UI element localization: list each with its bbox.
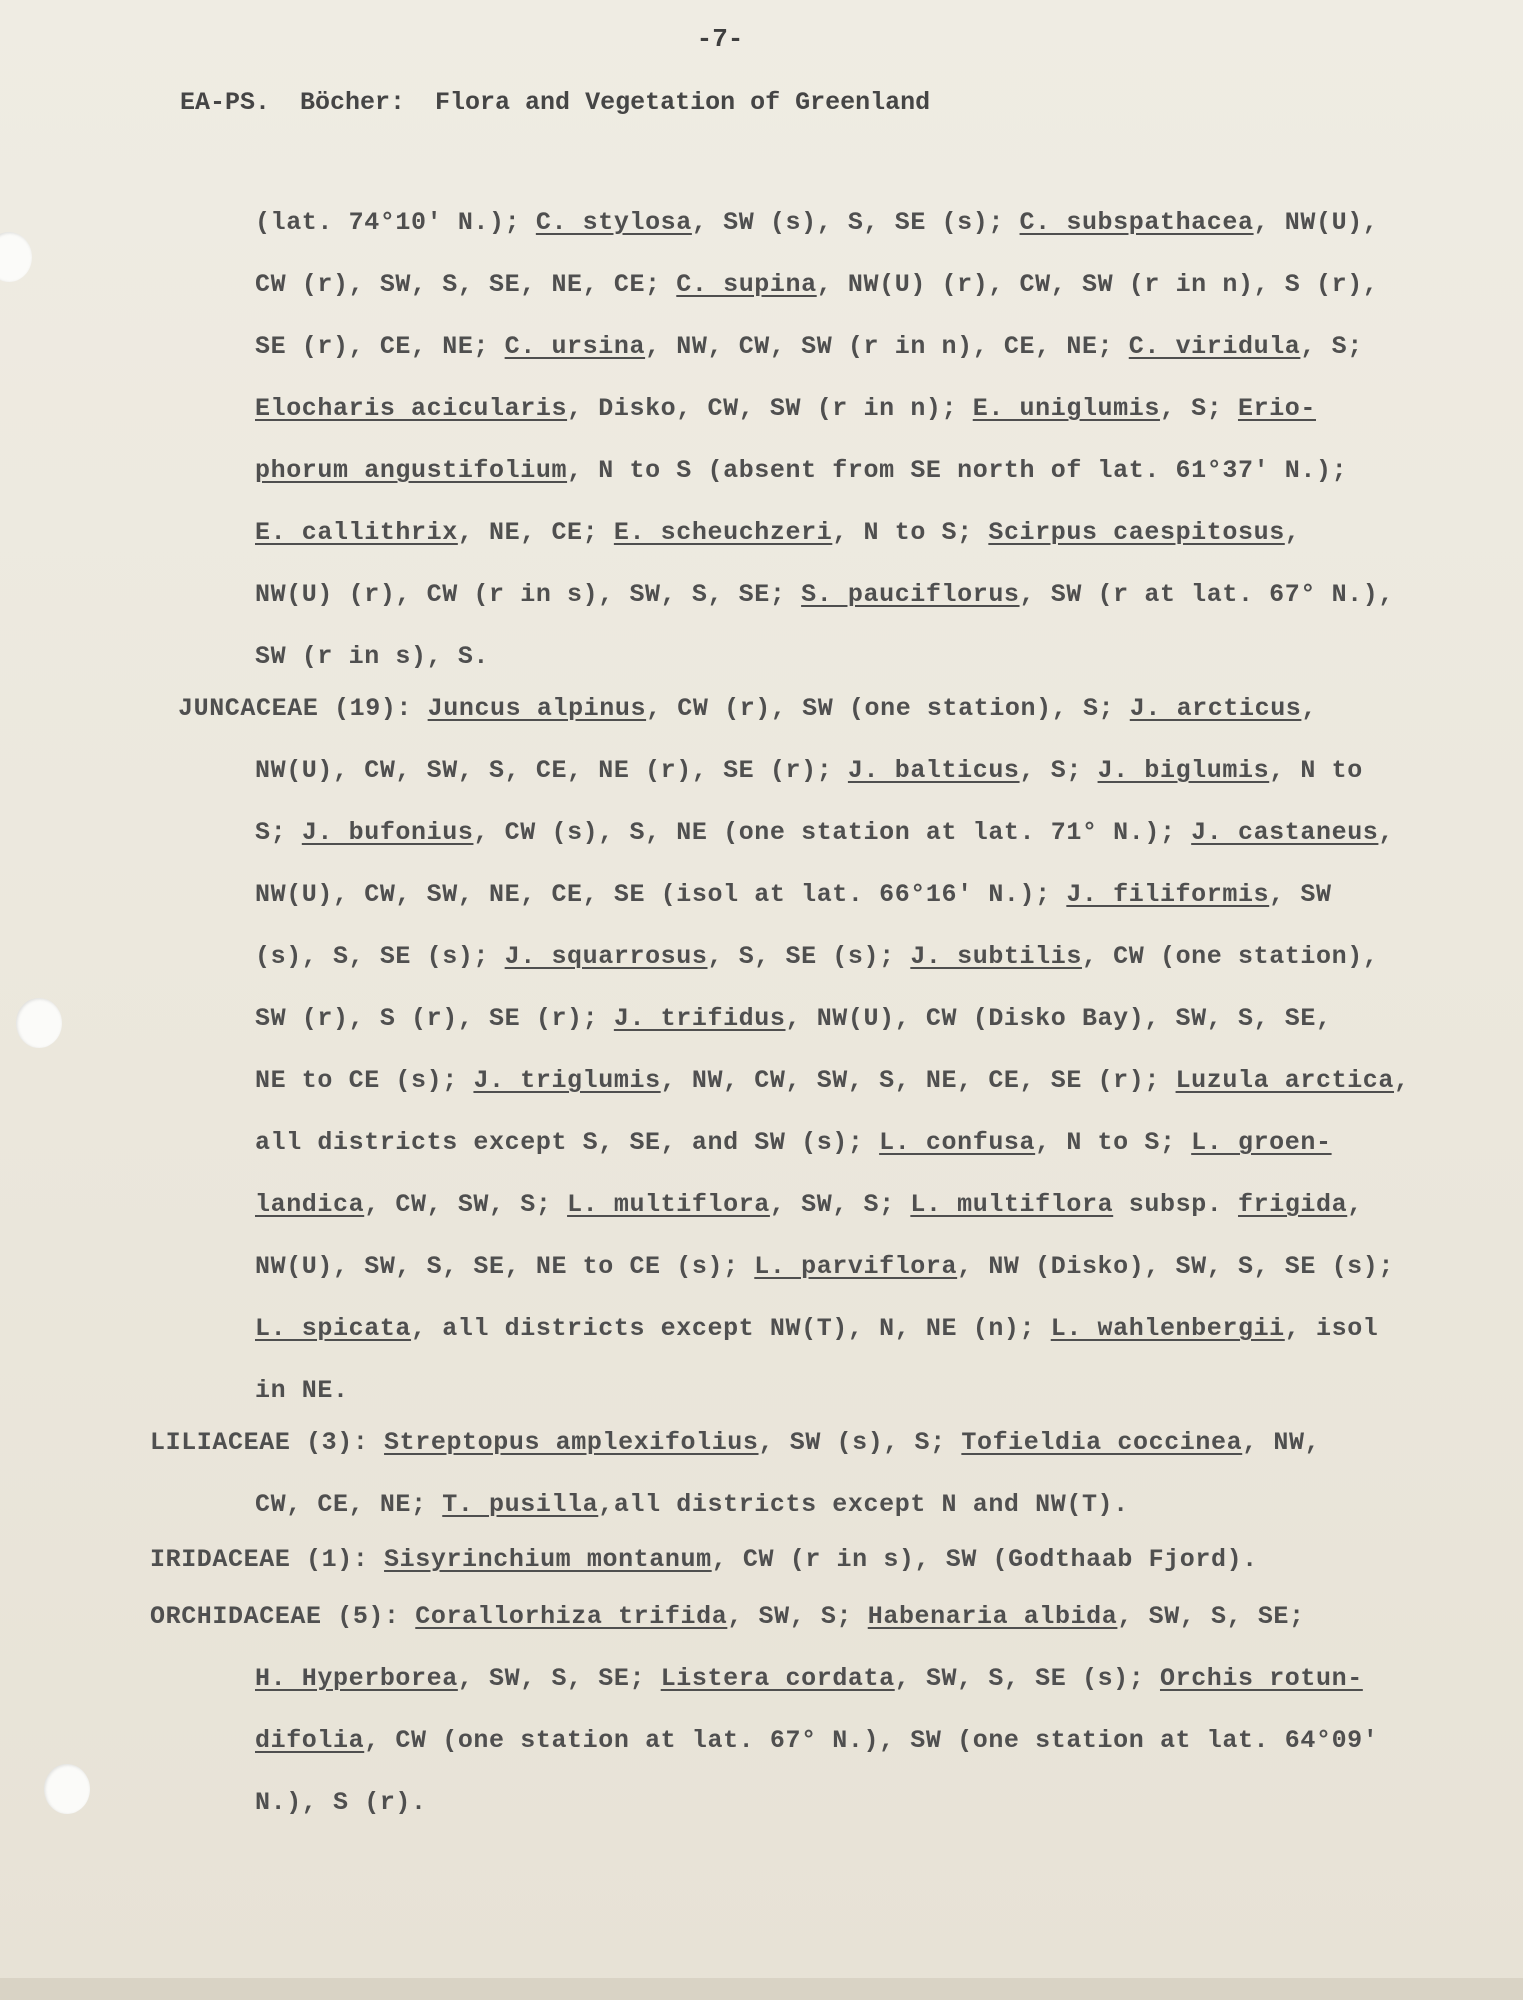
- text-line: [255, 580, 1394, 609]
- text-line: [255, 270, 1378, 299]
- text-segment: , S;: [1159, 394, 1238, 423]
- text-line: [255, 456, 1347, 485]
- text-segment: , S;: [1019, 756, 1098, 785]
- text-segment: , Disko, CW, SW (r in n);: [567, 394, 973, 423]
- species-name: H. Hyperborea: [255, 1664, 458, 1693]
- text-segment: NE to CE (s);: [255, 1066, 474, 1095]
- text-line: [255, 1726, 1378, 1755]
- text-line: [255, 1004, 1332, 1033]
- text-segment: , NW(U) (r), CW, SW (r in n), S (r),: [816, 270, 1379, 299]
- text-segment: in NE.: [255, 1376, 349, 1405]
- text-segment: ORCHIDACEAE (5):: [150, 1602, 416, 1631]
- text-segment: , CW (r in s), SW (Godthaab Fjord).: [711, 1545, 1258, 1574]
- species-name: C. supina: [676, 270, 817, 299]
- text-segment: IRIDACEAE (1):: [150, 1545, 385, 1574]
- text-segment: NW(U), SW, S, SE, NE to CE (s);: [255, 1252, 755, 1281]
- text-line: [255, 756, 1363, 785]
- text-segment: , SW (r at lat. 67° N.),: [1019, 580, 1394, 609]
- species-name: E. scheuchzeri: [613, 518, 833, 547]
- text-segment: CW (r), SW, S, SE, NE, CE;: [255, 270, 677, 299]
- text-line: [150, 1428, 1320, 1457]
- text-segment: , SW, S;: [769, 1190, 911, 1219]
- species-name: L. groen-: [1191, 1128, 1332, 1157]
- species-name: Scirpus caespitosus: [988, 518, 1285, 547]
- text-line: [255, 942, 1378, 971]
- species-name: J. trifidus: [613, 1004, 786, 1033]
- text-segment: , SW, S, SE;: [457, 1664, 661, 1693]
- text-segment: , CW (one station),: [1081, 942, 1379, 971]
- text-line: [255, 1190, 1363, 1219]
- text-line: [255, 1314, 1378, 1343]
- text-segment: , SW, S, SE;: [1117, 1602, 1305, 1631]
- text-segment: ,: [1301, 694, 1318, 723]
- species-name: Orchis rotun-: [1159, 1664, 1363, 1693]
- text-line: [255, 332, 1363, 361]
- text-segment: ,: [1394, 1066, 1410, 1095]
- text-line: [150, 1545, 1258, 1574]
- text-segment: SE (r), CE, NE;: [255, 332, 505, 361]
- text-segment: ,: [1284, 518, 1301, 547]
- text-line: [255, 518, 1300, 547]
- text-segment: LILIACEAE (3):: [150, 1428, 385, 1457]
- text-segment: , NW, CW, SW (r in n), CE, NE;: [645, 332, 1129, 361]
- text-segment: , isol: [1284, 1314, 1379, 1343]
- species-name: Erio-: [1237, 394, 1316, 423]
- species-name: C. subspathacea: [1019, 208, 1254, 237]
- text-segment: S;: [255, 818, 302, 847]
- text-segment: , all districts except NW(T), N, NE (n);: [411, 1314, 1051, 1343]
- species-name: C. viridula: [1128, 332, 1301, 361]
- species-name: J. arcticus: [1129, 694, 1302, 723]
- species-name: phorum angustifolium: [255, 456, 568, 485]
- species-name: C. stylosa: [535, 208, 692, 237]
- species-name: Tofieldia coccinea: [961, 1428, 1243, 1457]
- page-edge: [0, 1978, 1523, 2000]
- text-line: [255, 818, 1394, 847]
- text-segment: , SW (s), S, SE (s);: [691, 208, 1020, 237]
- text-line: [150, 1602, 1305, 1631]
- species-name: Juncus alpinus: [427, 694, 647, 723]
- species-name: C. ursina: [504, 332, 646, 361]
- species-name: E. uniglumis: [972, 394, 1160, 423]
- text-segment: , NE, CE;: [457, 518, 614, 547]
- text-line: [255, 1066, 1410, 1095]
- species-name: Sisyrinchium montanum: [384, 1545, 712, 1574]
- text-segment: SW (r in s), S.: [255, 642, 490, 671]
- text-segment: ,: [1378, 818, 1395, 847]
- species-name: T. pusilla: [442, 1490, 599, 1519]
- text-line: [255, 1490, 1129, 1519]
- text-line: [255, 1128, 1332, 1157]
- species-name: J. bufonius: [301, 818, 474, 847]
- species-name: Habenaria albida: [867, 1602, 1118, 1631]
- text-segment: SW (r), S (r), SE (r);: [255, 1004, 614, 1033]
- text-segment: (lat. 74°10' N.);: [255, 208, 536, 237]
- text-segment: , SW (s), S;: [758, 1428, 962, 1457]
- text-segment: , N to S;: [1035, 1128, 1192, 1157]
- species-name: Elocharis acicularis: [255, 394, 568, 423]
- text-line: [255, 880, 1332, 909]
- text-segment: , CW (r), SW (one station), S;: [646, 694, 1130, 723]
- species-name: Luzula arctica: [1175, 1066, 1394, 1095]
- text-line: [255, 394, 1316, 423]
- text-line: [255, 1664, 1363, 1693]
- species-name: frigida: [1238, 1190, 1348, 1219]
- species-name: Listera cordata: [660, 1664, 895, 1693]
- species-name: J. triglumis: [473, 1066, 661, 1095]
- text-segment: ,all districts except N and NW(T).: [598, 1490, 1129, 1519]
- text-segment: , NW, CW, SW, S, NE, CE, SE (r);: [660, 1066, 1176, 1095]
- text-line: [255, 642, 489, 671]
- text-segment: subsp.: [1113, 1190, 1239, 1219]
- text-segment: NW(U) (r), CW (r in s), SW, S, SE;: [255, 580, 802, 609]
- species-name: J. biglumis: [1097, 756, 1270, 785]
- species-name: difolia: [255, 1726, 365, 1755]
- text-line: [255, 1788, 427, 1817]
- text-line: [178, 694, 1317, 723]
- species-name: J. castaneus: [1191, 818, 1379, 847]
- species-name: J. subtilis: [910, 942, 1082, 971]
- species-name: Streptopus amplexifolius: [384, 1428, 759, 1457]
- text-segment: N.), S (r).: [255, 1788, 427, 1817]
- text-line: [255, 1252, 1394, 1281]
- species-name: J. squarrosus: [504, 942, 708, 971]
- species-name: L. multiflora: [910, 1190, 1114, 1219]
- text-segment: , N to S;: [832, 518, 989, 547]
- species-name: S. pauciflorus: [801, 580, 1020, 609]
- species-name: L. parviflora: [754, 1252, 958, 1281]
- text-line: [255, 1376, 349, 1405]
- text-segment: , SW, S;: [727, 1602, 868, 1631]
- text-segment: (s), S, SE (s);: [255, 942, 505, 971]
- text-segment: , NW(U), CW (Disko Bay), SW, S, SE,: [785, 1004, 1332, 1033]
- text-segment: , CW (one station at lat. 67° N.), SW (one station at lat. 64°09': [364, 1726, 1379, 1755]
- text-segment: , S, SE (s);: [707, 942, 911, 971]
- species-name: L. multiflora: [567, 1190, 770, 1219]
- text-segment: NW(U), CW, SW, S, CE, NE (r), SE (r);: [255, 756, 848, 785]
- text-segment: , SW, S, SE (s);: [894, 1664, 1160, 1693]
- text-segment: , CW, SW, S;: [364, 1190, 568, 1219]
- species-name: L. confusa: [879, 1128, 1036, 1157]
- species-name: Corallorhiza trifida: [415, 1602, 728, 1631]
- text-segment: ,: [1347, 1190, 1363, 1219]
- text-line: [255, 208, 1378, 237]
- page-number: -7-: [696, 24, 744, 54]
- document-header: EA-PS. Böcher: Flora and Vegetation of Greenland: [180, 88, 931, 117]
- text-segment: , NW (Disko), SW, S, SE (s);: [957, 1252, 1394, 1281]
- species-name: L. spicata: [255, 1314, 412, 1343]
- text-segment: , N to: [1269, 756, 1363, 785]
- species-name: E. callithrix: [255, 518, 458, 547]
- species-name: J. balticus: [847, 756, 1020, 785]
- text-segment: , SW: [1269, 880, 1332, 909]
- species-name: J. filiformis: [1066, 880, 1270, 909]
- text-segment: NW(U), CW, SW, NE, CE, SE (isol at lat. 66°16' N.);: [255, 880, 1067, 909]
- text-segment: JUNCACEAE (19):: [178, 694, 428, 723]
- text-segment: all districts except S, SE, and SW (s);: [255, 1128, 880, 1157]
- species-name: L. wahlenbergii: [1050, 1314, 1285, 1343]
- text-segment: , CW (s), S, NE (one station at lat. 71° N.);: [473, 818, 1192, 847]
- text-segment: , S;: [1300, 332, 1363, 361]
- text-segment: , NW,: [1242, 1428, 1321, 1457]
- text-segment: , NW(U),: [1253, 208, 1379, 237]
- text-segment: CW, CE, NE;: [255, 1490, 443, 1519]
- species-name: landica: [255, 1190, 365, 1219]
- text-segment: , N to S (absent from SE north of lat. 61°37' N.);: [567, 456, 1348, 485]
